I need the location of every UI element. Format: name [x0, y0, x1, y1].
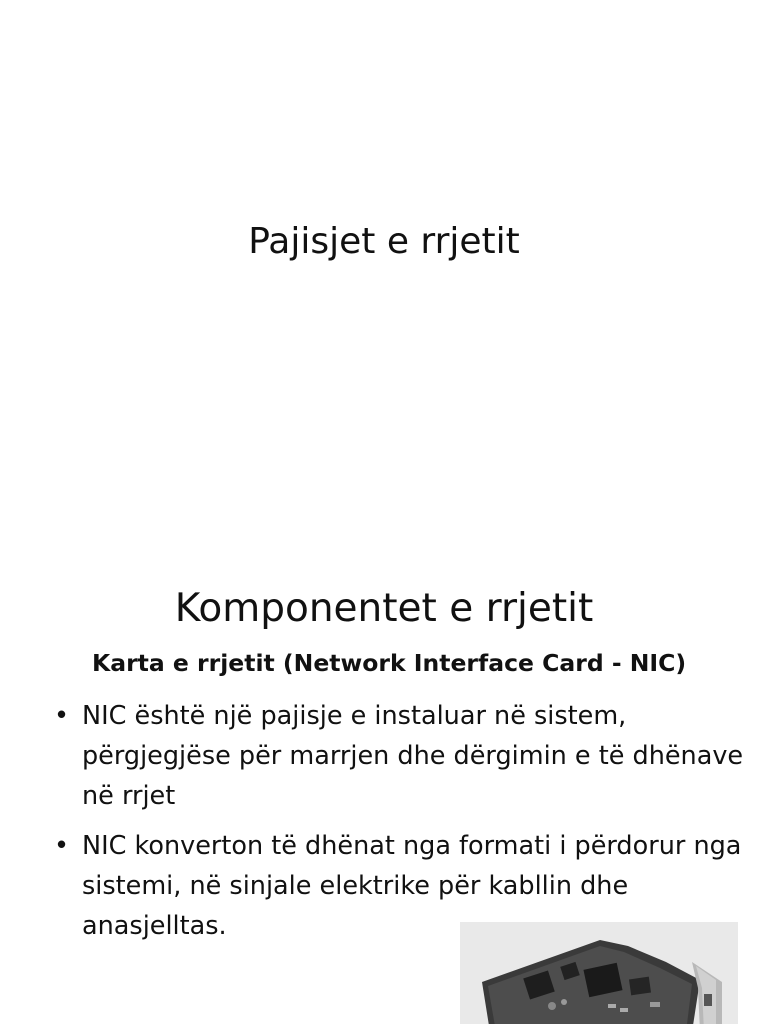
slide-components [0, 560, 768, 1024]
bullet-text: NIC është një pajisje e instaluar në sistem, përgjegjëse për marrjen dhe dërgimin e të dhënave në rrjet [82, 701, 744, 811]
bullet-text: NIC konverton të dhënat nga formati i përdorur nga sistemi, në sinjale elektrike për kabllin dhe anasjelltas. [82, 831, 742, 941]
bullet-marker: • [54, 701, 70, 731]
network-card-photo-icon [460, 922, 738, 1024]
bullet-marker: • [54, 831, 70, 861]
nic-subheading: Karta e rrjetit (Network Interface Card - NIC) [92, 649, 687, 677]
slide-title-heading: Pajisjet e rrjetit [248, 221, 520, 262]
bullet-item [54, 696, 744, 816]
bullet-list [54, 696, 744, 956]
components-heading: Komponentet e rrjetit [174, 586, 594, 631]
